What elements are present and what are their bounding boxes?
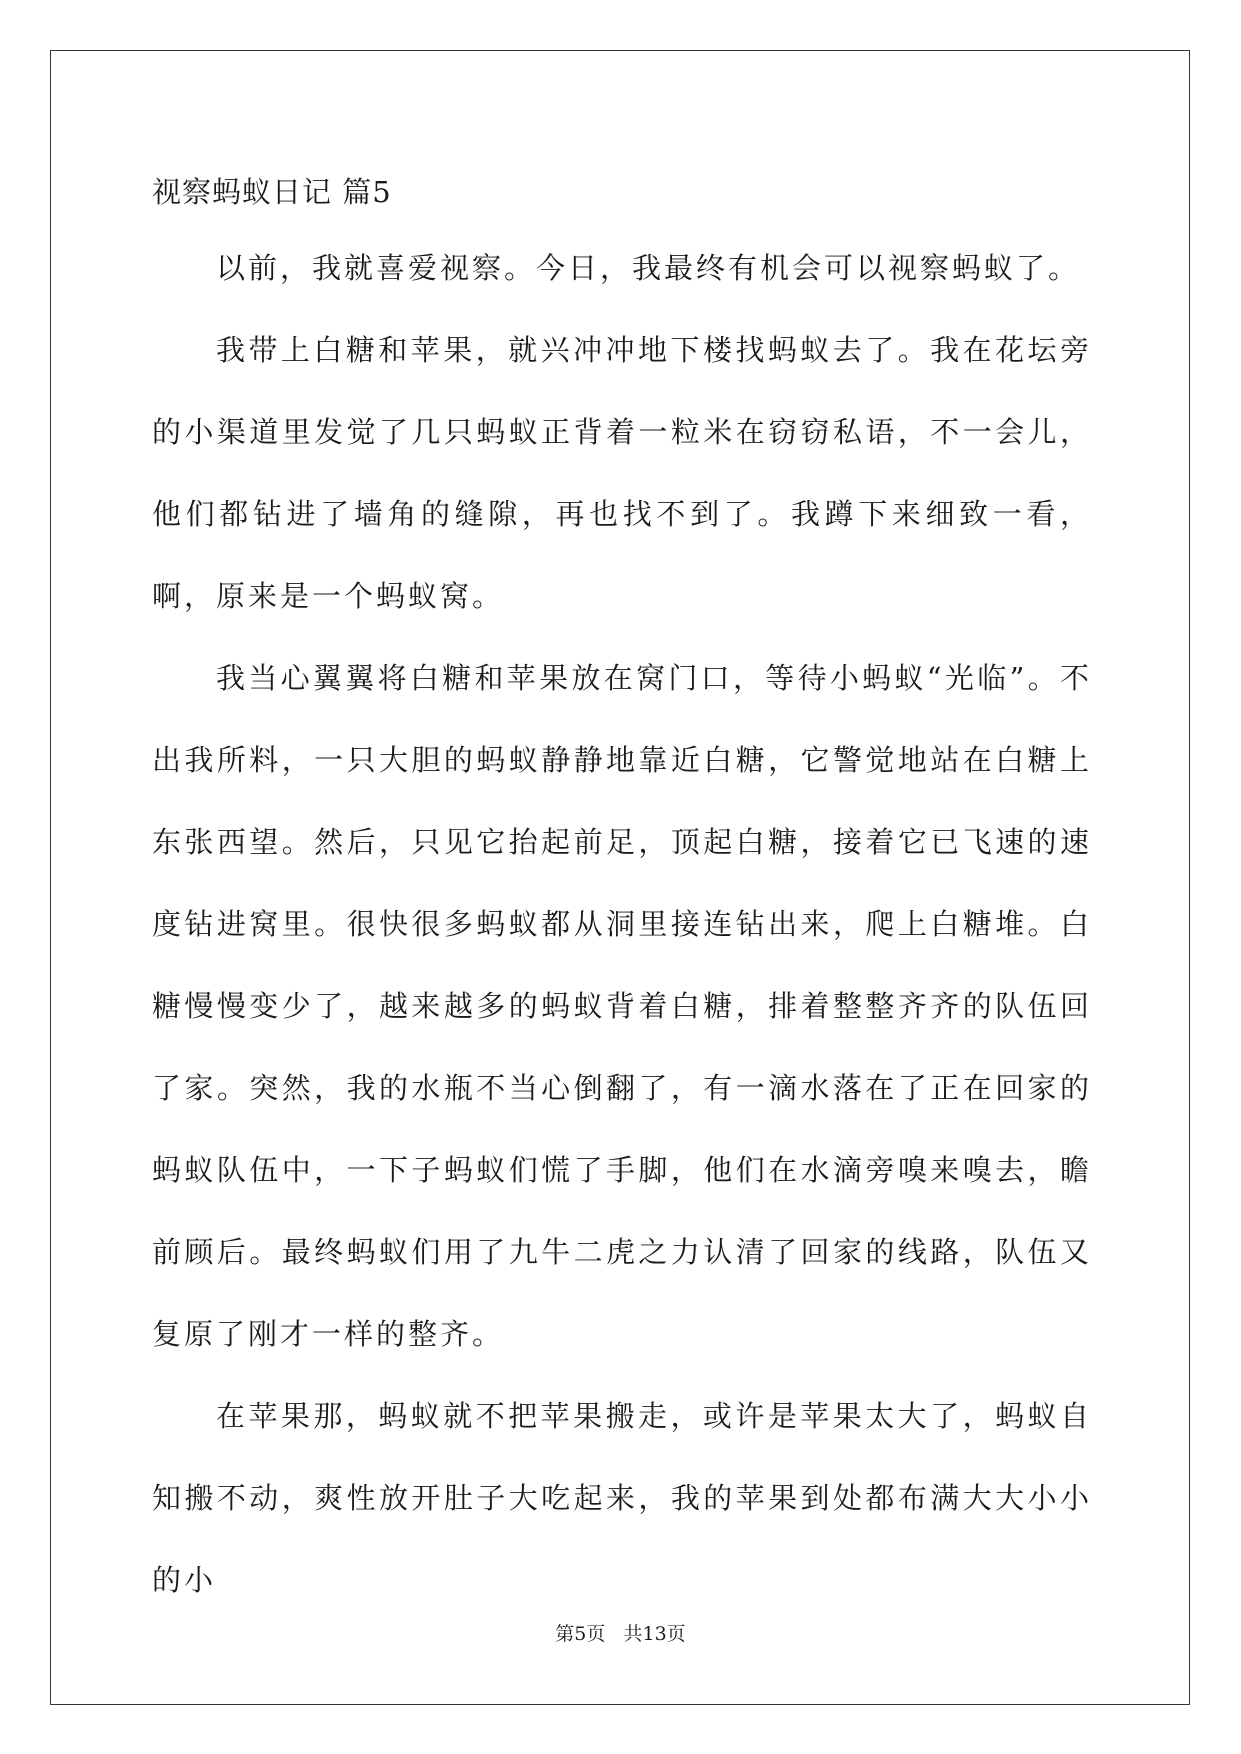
paragraph-4: 在苹果那，蚂蚁就不把苹果搬走，或许是苹果太大了，蚂蚁自知搬不动，爽性放开肚子大吃起来，我的苹果到处都布满大大小小的小 [152,1399,1092,1597]
paragraph-1: 以前，我就喜爱视察。今日，我最终有机会可以视察蚂蚁了。 [216,251,1081,285]
paragraph-2: 我带上白糖和苹果，就兴冲冲地下楼找蚂蚁去了。我在花坛旁的小渠道里发觉了几只蚂蚁正背着一粒米在窃窃私语，不一会儿，他们都钻进了墙角的缝隙，再也找不到了。我蹲下来细致一看，啊，原来是一个蚂蚁窝。 [152,333,1092,613]
document-title: 视察蚂蚁日记 篇5 [152,175,392,209]
page-footer: 第5页 共13页 [555,1623,686,1645]
paragraph-3: 我当心翼翼将白糖和苹果放在窝门口，等待小蚂蚁“光临”。不出我所料，一只大胆的蚂蚁静静地靠近白糖，它警觉地站在白糖上东张西望。然后，只见它抬起前足，顶起白糖，接着它已飞速的速度钻进窝里。很快很多蚂蚁都从洞里接连钻出来，爬上白糖堆。白糖慢慢变少了，越来越多的蚂蚁背着白糖，排着整整齐齐的队伍回了家。突然，我的水瓶不当心倒翻了，有一滴水落在了正在回家的蚂蚁队伍中，一下子蚂蚁们慌了手脚，他们在水滴旁嗅来嗅去，瞻前顾后。最终蚂蚁们用了九牛二虎之力认清了回家的线路，队伍又复原了刚才一样的整齐。 [152,661,1092,1351]
